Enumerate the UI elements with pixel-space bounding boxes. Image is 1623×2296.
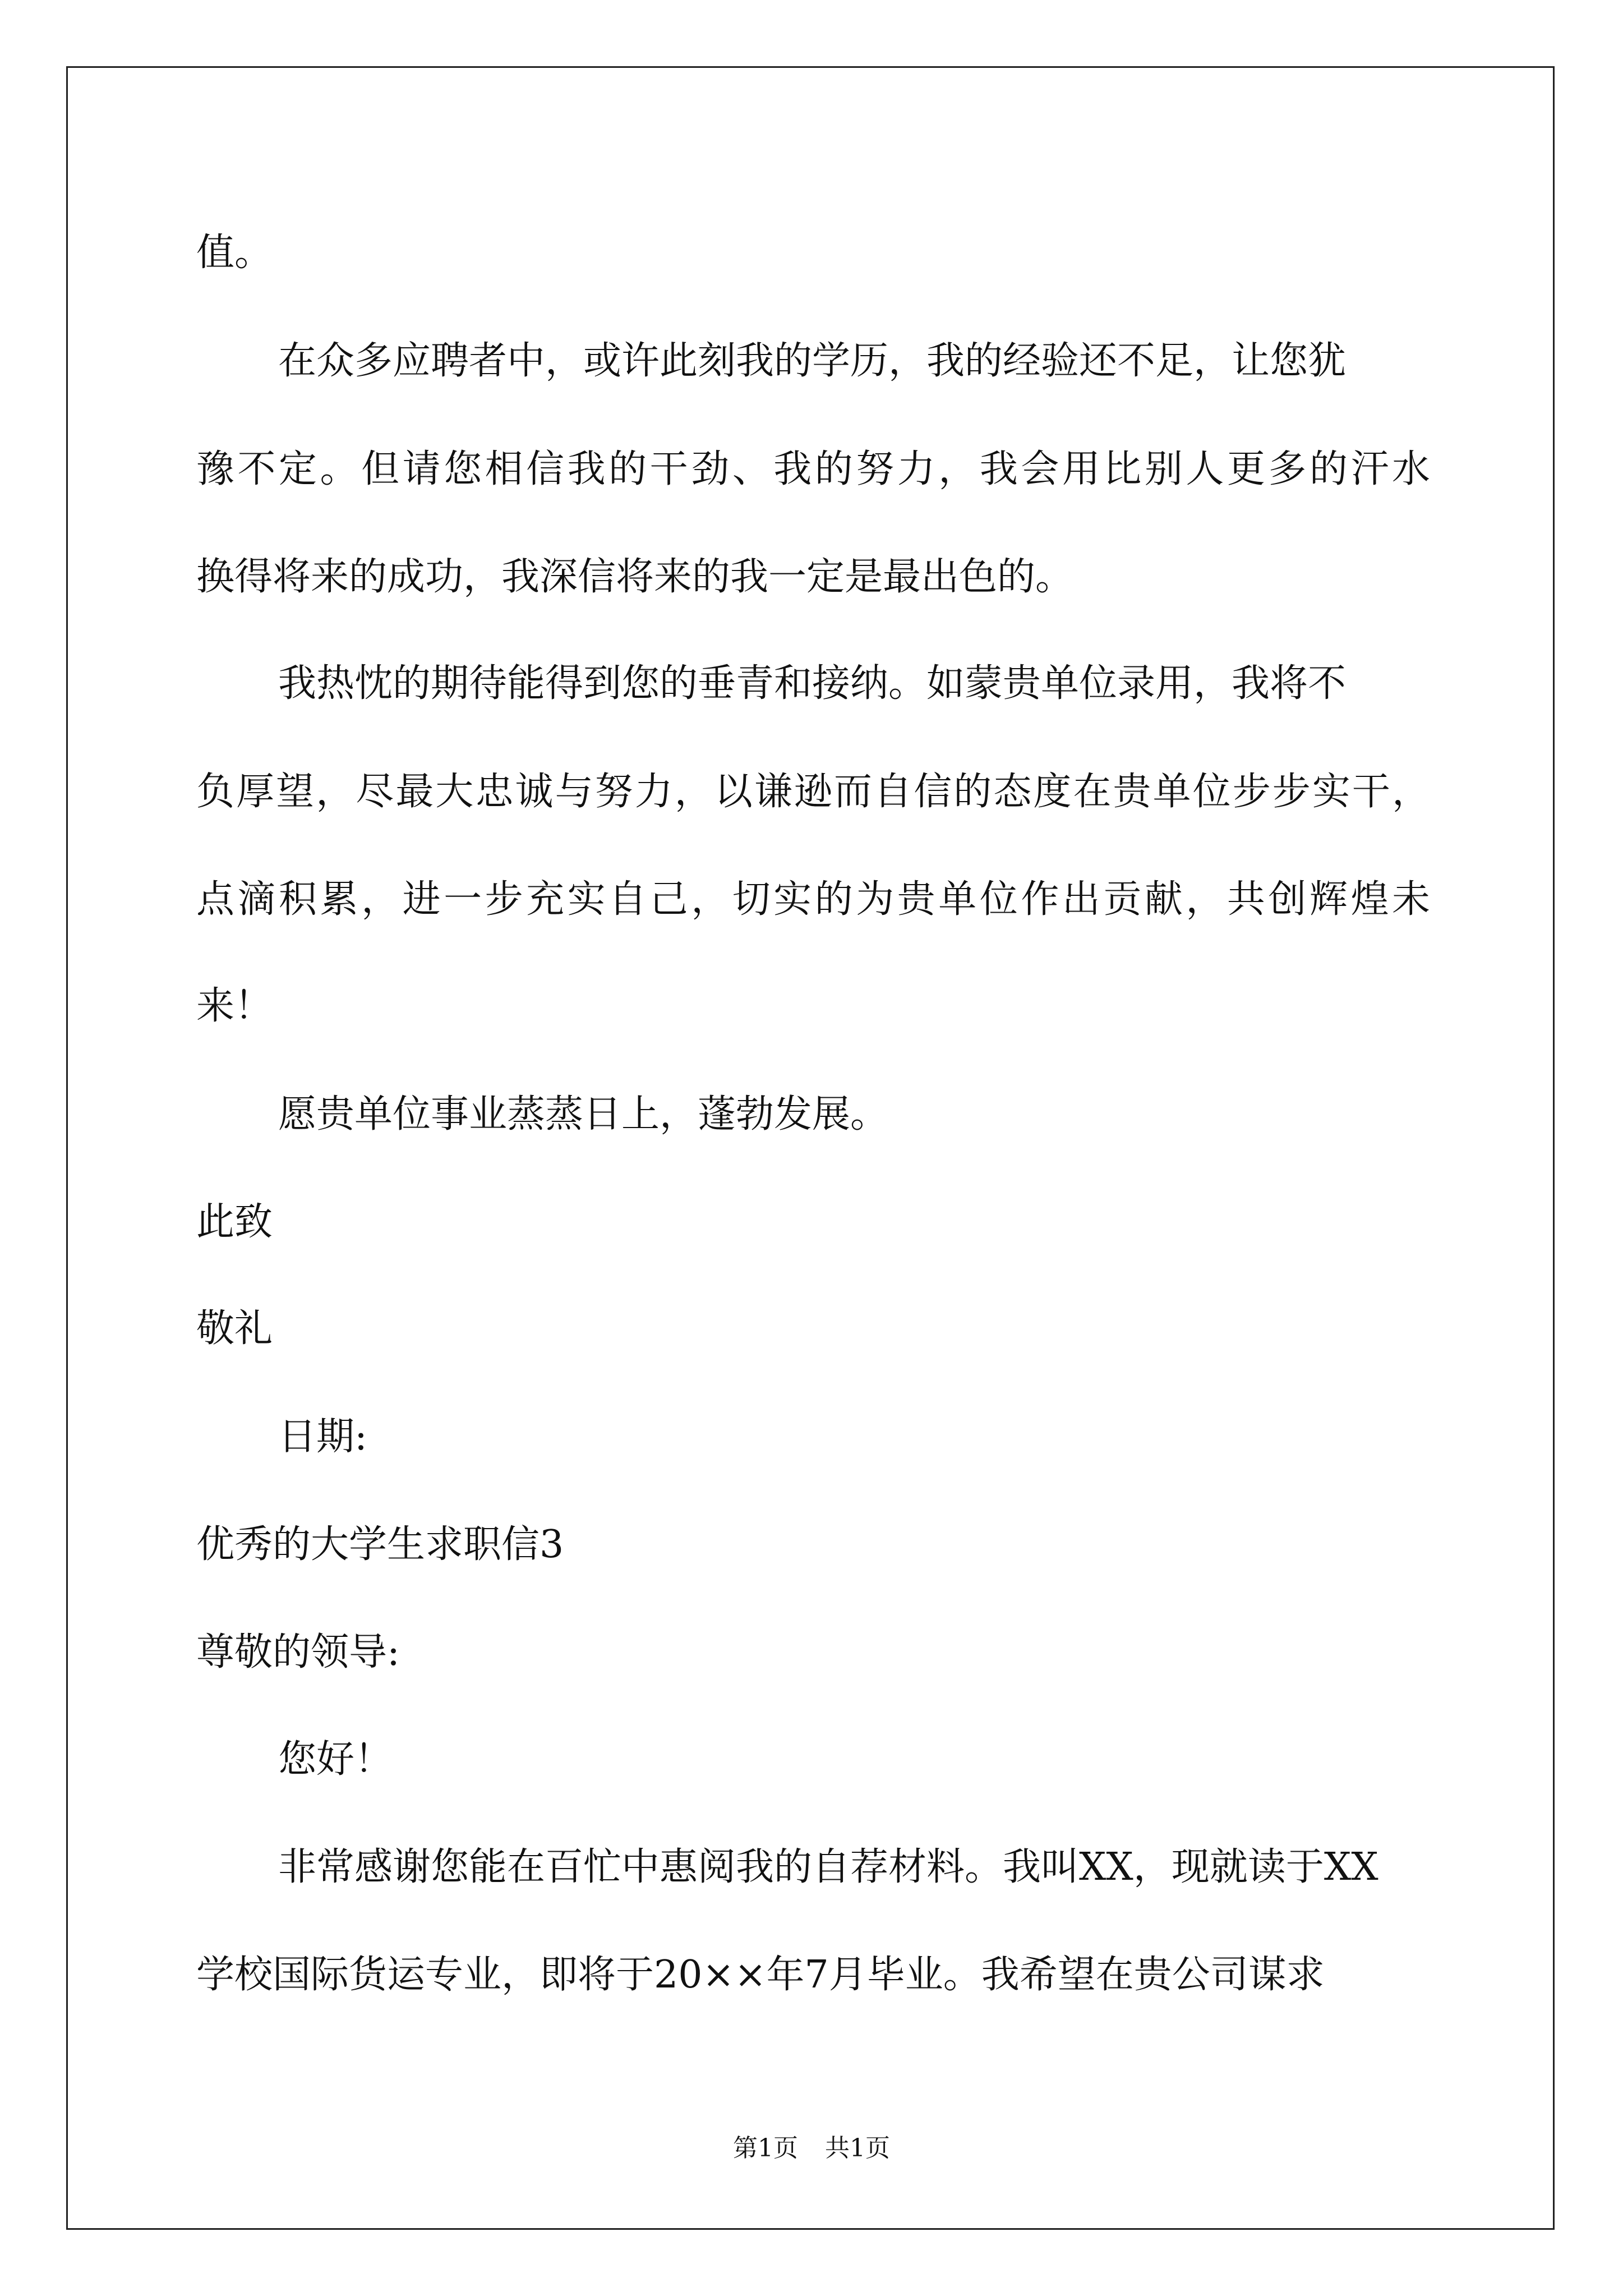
section-title: 优秀的大学生求职信3: [196, 1522, 564, 1567]
text-line: 负厚望，尽最大忠诚与努力，以谦逊而自信的态度在贵单位步步实干，: [196, 770, 1430, 814]
text-line: 来！: [196, 984, 273, 1028]
page-border: [66, 66, 1555, 2230]
paragraph-line: 愿贵单位事业蒸蒸日上，蓬勃发展。: [278, 1092, 889, 1137]
salutation-regards: 敬礼: [196, 1306, 273, 1351]
page-number-current: 第1页: [733, 2134, 798, 2162]
text-line: 值。: [196, 231, 273, 275]
text-line: 学校国际货运专业，即将于20××年7月毕业。我希望在贵公司谋求: [196, 1953, 1325, 1997]
greeting: 您好！: [278, 1737, 393, 1782]
date-label: 日期:: [278, 1415, 367, 1459]
text-line: 豫不定。但请您相信我的干劲、我的努力，我会用比别人更多的汗水: [196, 447, 1430, 491]
paragraph-line: 在众多应聘者中，或许此刻我的学历，我的经验还不足，让您犹: [278, 339, 1347, 383]
text-line: 换得将来的成功，我深信将来的我一定是最出色的。: [196, 555, 1074, 599]
paragraph-line: 非常感谢您能在百忙中惠阅我的自荐材料。我叫XX，现就读于XX: [278, 1845, 1378, 1889]
paragraph-line: 我热忱的期待能得到您的垂青和接纳。如蒙贵单位录用，我将不: [278, 661, 1347, 706]
salutation-closing: 此致: [196, 1200, 273, 1244]
text-line: 点滴积累，进一步充实自己，切实的为贵单位作出贡献，共创辉煌未: [196, 877, 1430, 922]
greeting-recipient: 尊敬的领导:: [196, 1630, 400, 1674]
page-number-total: 共1页: [825, 2134, 890, 2162]
page-footer: [0, 2136, 1623, 2161]
